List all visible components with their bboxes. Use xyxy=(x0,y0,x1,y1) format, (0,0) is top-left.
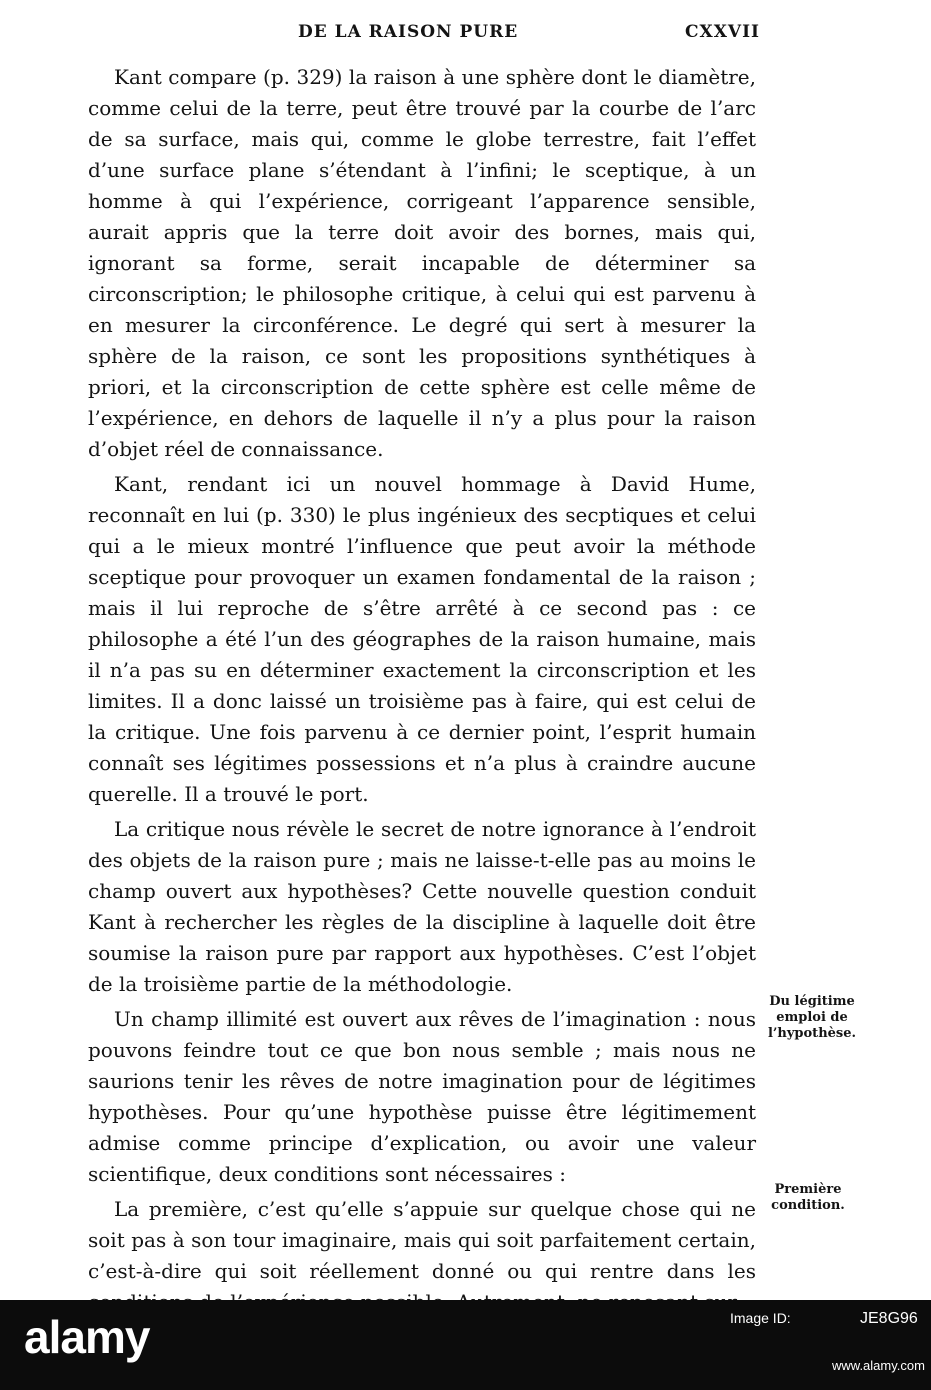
brand-logo: alamy xyxy=(24,1311,150,1363)
margin-note-legitime: Du légitime emploi de l’hypothèse. xyxy=(767,994,857,1041)
brand-url: www.alamy.com xyxy=(832,1358,925,1373)
paragraph-1 xyxy=(88,62,756,465)
paragraph-3 xyxy=(88,814,756,1000)
margin-note-premiere-condition: Première condition. xyxy=(771,1182,845,1213)
page-header xyxy=(88,22,760,52)
paragraph-1-text: Kant compare (p. 329) la raison à une sphère dont le diamètre, comme celui de la terre, peut être trouvé par la courbe de l’arc de sa surface, mais qui, comme le globe terrestre, fait l’effet d’une surface plane s’étendant à l’infini; le sceptique, à un homme à qui l’expérience, corrigeant l’apparence sensible, aurait appris que la terre doit avoir des bornes, mais qui, ignorant sa forme, serait incapable de déterminer sa circonscription; le philosophe critique, à celui qui est parvenu à en mesurer la circonférence. Le degré qui sert à mesurer la sphère de la raison, ce sont les propositions synthétiques à priori, et la circonscription de cette sphère est celle même de l’expérience, en dehors de laquelle il n’y a plus pour la raison d’objet réel de connaissance. xyxy=(88,65,756,461)
paragraph-5-text: La première, c’est qu’elle s’appuie sur quelque chose qui ne soit pas à son tour imaginaire, mais qui soit parfaitement certain, c’est-à-dire qui soit réellement donné ou qui rentre dans les xyxy=(88,1197,756,1283)
stock-watermark-bar xyxy=(0,1300,931,1390)
image-id: JE8G96 xyxy=(860,1310,918,1327)
image-id-label: Image ID: xyxy=(730,1310,791,1326)
paragraph-4 xyxy=(88,1004,756,1190)
paragraph-2 xyxy=(88,469,756,810)
paragraph-2-text: Kant, rendant ici un nouvel hommage à David Hume, reconnaît en lui (p. 330) le plus ingénieux des secptiques et celui qui a le mieux montré l’influence que peut avoir la méthode sceptique pour provoquer un examen fondamental de la raison ; mais il lui reproche de s’être arrêté à ce second pas : ce philosophe a été l’un des géographes de la raison humaine, mais il n’a pas su en déterminer exactement la circonscription et les limites. Il a donc laissé un troisième pas à faire, qui est celui de la critique. Une fois parvenu à ce dernier point, l’esprit humain connaît ses légitimes possessions et n’a plus à craindre aucune querelle. Il a trouvé le port. xyxy=(88,472,756,806)
page-number: CXXVII xyxy=(684,22,760,42)
running-head: DE LA RAISON PURE xyxy=(298,22,519,42)
body-text xyxy=(88,62,756,1318)
paragraph-3-text: La critique nous révèle le secret de notre ignorance à l’endroit des objets de la raison pure ; mais ne laisse-t-elle pas au moins le champ ouvert aux hypothèses? Cette nouvelle question conduit Kant à rechercher les règles de la discipline à laquelle doit être soumise la raison pure par rapport aux hypothèses. C’est l’objet de la troisième partie de la méthodologie. xyxy=(88,817,756,996)
paragraph-4-text: Un champ illimité est ouvert aux rêves de l’imagination : nous pouvons feindre tout ce que bon nous semble ; mais nous ne saurions tenir les rêves de notre imagination pour de légitimes hypothèses. Pour qu’une hypothèse puisse être légitimement admise comme principe d’explication, ou avoir une valeur scientifique, deux conditions sont nécessaires : xyxy=(88,1007,756,1186)
